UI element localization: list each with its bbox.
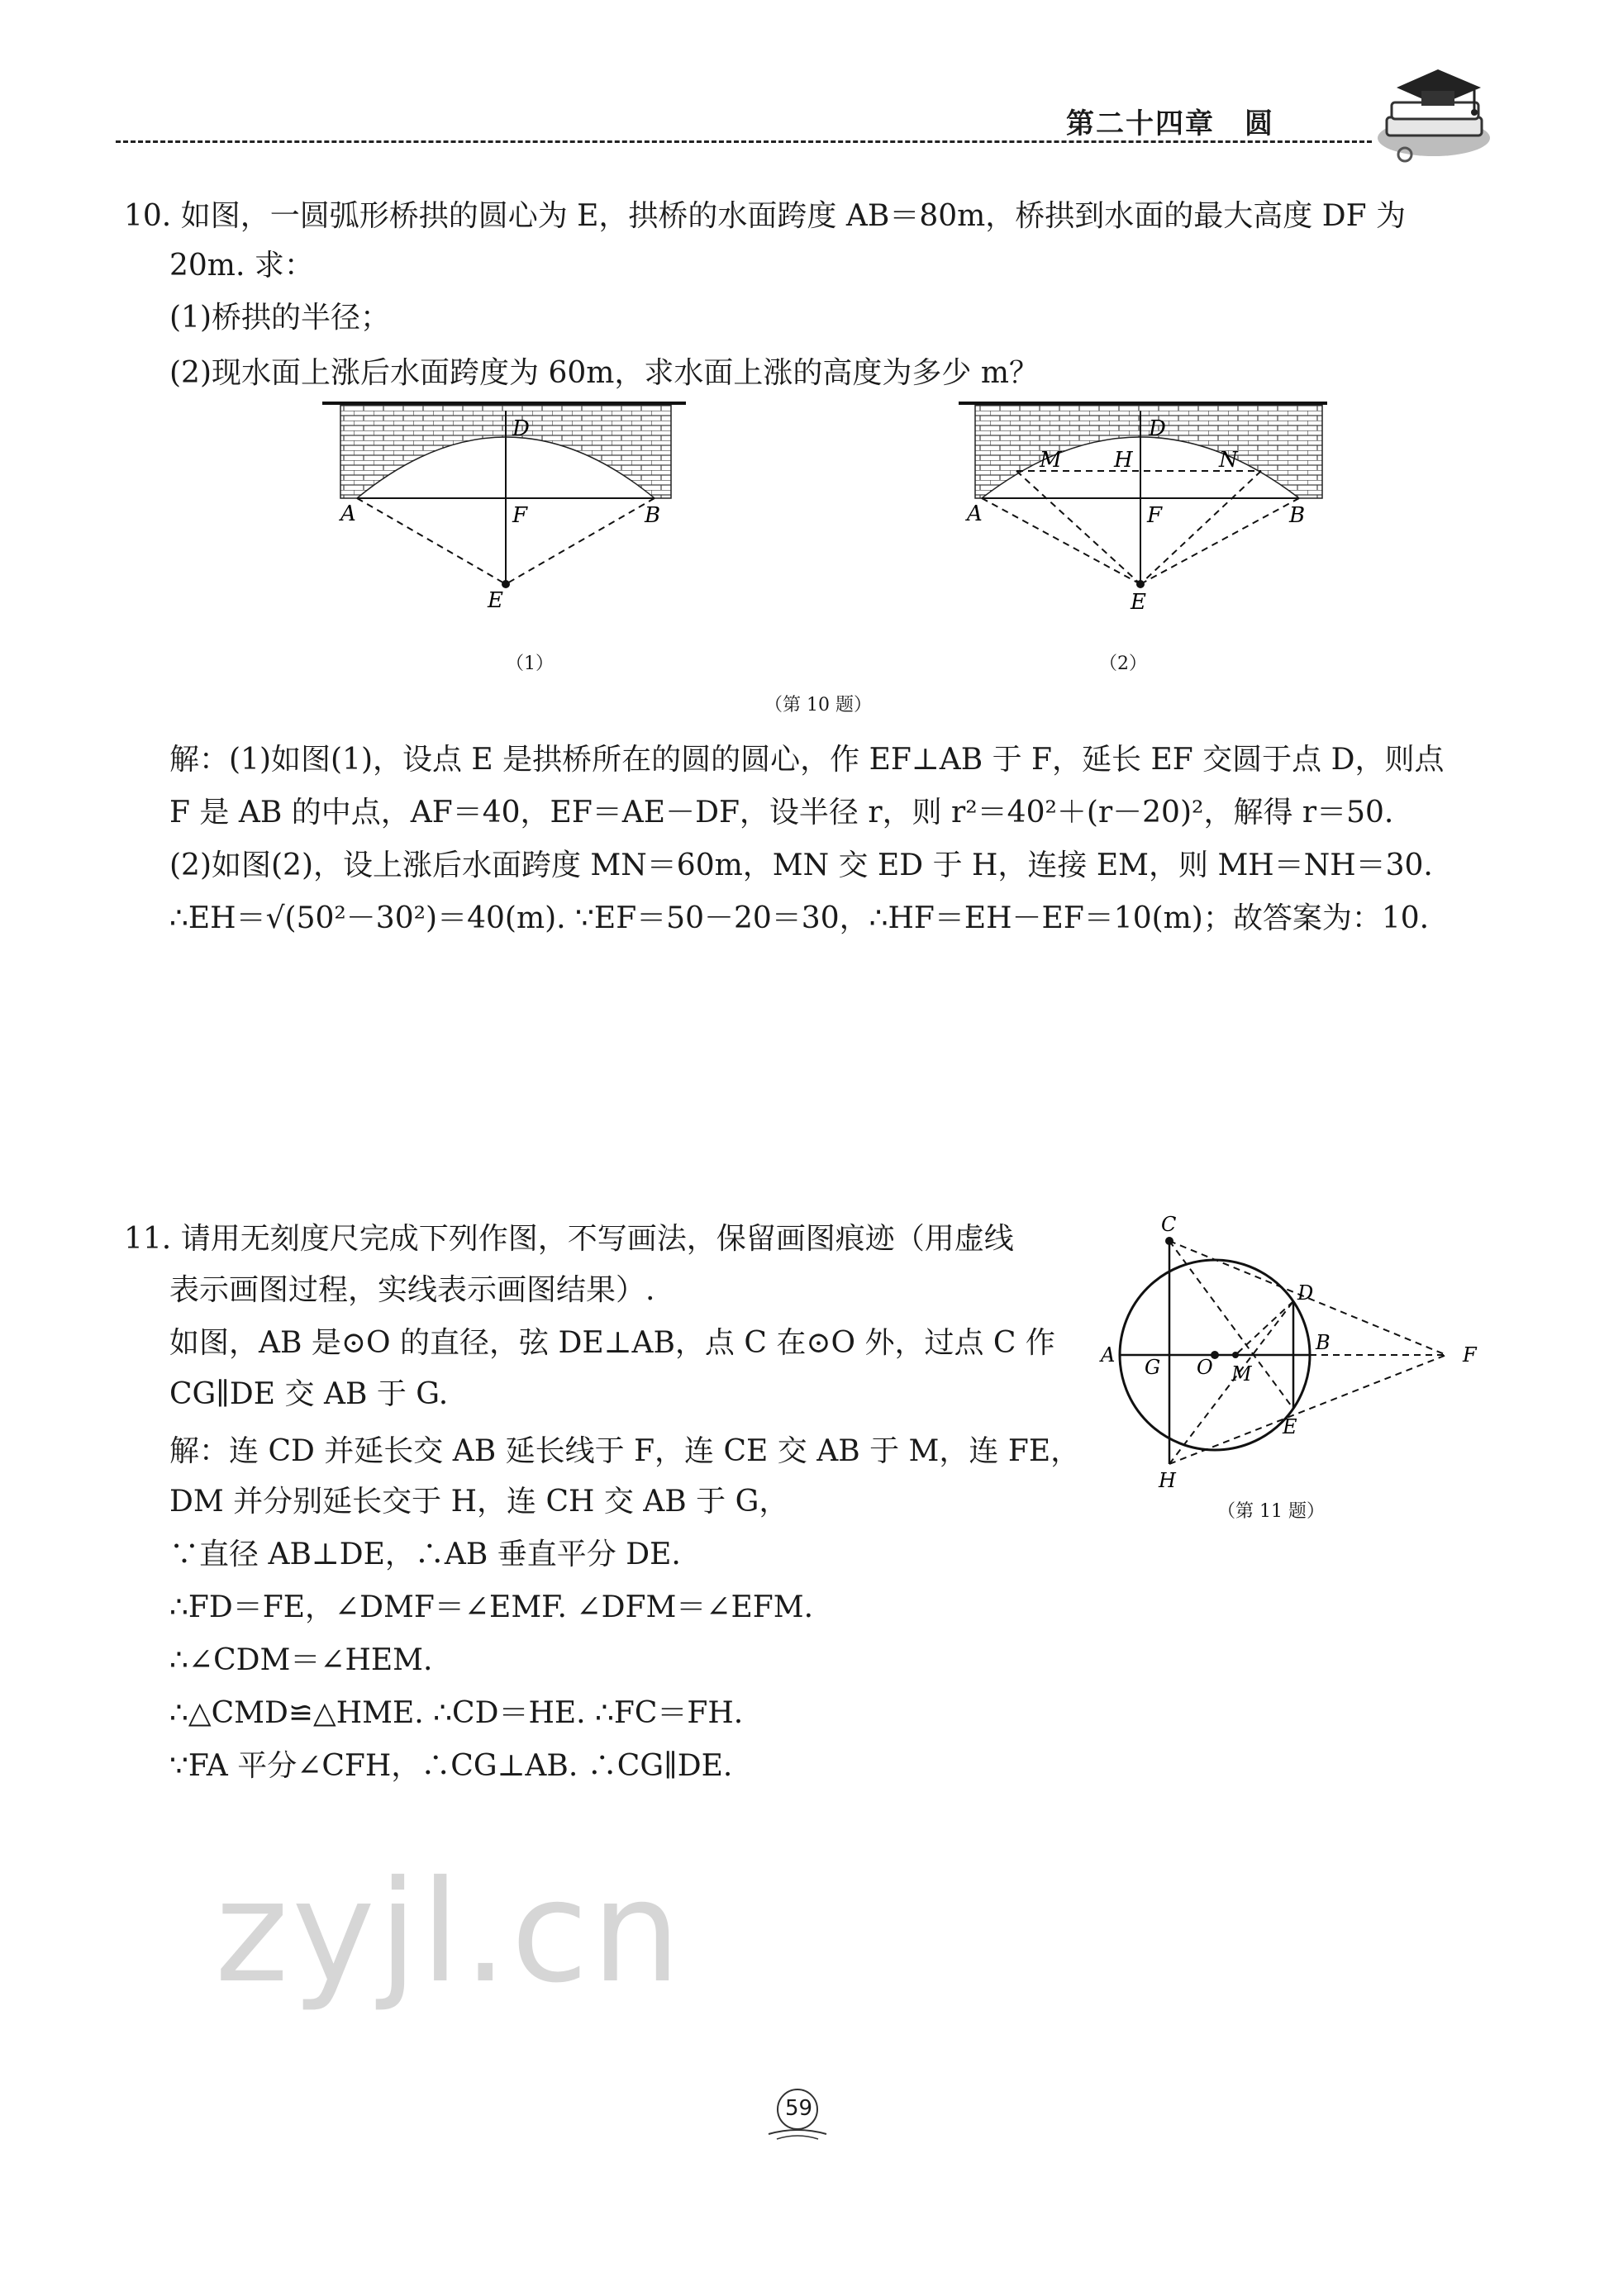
q11-stem-line1: 11. 请用无刻度尺完成下列作图，不写画法，保留画图痕迹（用虚线 [124, 1222, 1014, 1256]
q10-solution-line2: F 是 AB 的中点，AF＝40，EF＝AE－DF，设半径 r，则 r²＝40²＋(r－20)²，解得 r＝50. [169, 796, 1394, 830]
q10-part1: (1)桥拱的半径； [169, 301, 390, 335]
q11-solution-line1: 解：连 CD 并延长交 AB 延长线于 F，连 CE 交 AB 于 M，连 FE， [169, 1434, 1081, 1468]
q11-solution-line7: ∵FA 平分∠CFH，∴CG⊥AB. ∴CG∥DE. [169, 1749, 733, 1783]
label-E: E [488, 588, 503, 613]
q10-figure-caption: （第 10 题） [764, 695, 872, 715]
q10-figure-1 [314, 401, 694, 632]
q11-solution-line5: ∴∠CDM＝∠HEM. [169, 1643, 433, 1677]
label-H: H [1159, 1469, 1176, 1492]
label-B: B [1289, 503, 1306, 528]
fig1-caption: （1） [506, 654, 554, 674]
label-C: C [1161, 1213, 1177, 1236]
chapter-title: 第二十四章 圆 [1066, 107, 1274, 140]
q10-solution-line1: 解：(1)如图(1)，设点 E 是拱桥所在的圆的圆心，作 EF⊥AB 于 F，延长 EF 交圆于点 D，则点 [169, 743, 1445, 777]
q10-part2: (2)现水面上涨后水面跨度为 60m，求水面上涨的高度为多少 m？ [169, 356, 1039, 390]
watermark: zyjl.cn [215, 1851, 684, 2014]
q10-stem-line2: 20m. 求： [169, 249, 314, 283]
label-F: F [1147, 503, 1163, 528]
label-A: A [967, 502, 983, 526]
q11-figure [1099, 1210, 1496, 1508]
label-A: A [340, 502, 356, 526]
label-M: M [1231, 1362, 1252, 1386]
label-G: G [1145, 1356, 1161, 1379]
q11-stem-line2: 表示画图过程，实线表示画图结果）. [169, 1273, 655, 1307]
page-number: 59 [785, 2096, 813, 2121]
label-B: B [645, 503, 661, 528]
q11-solution-line6: ∴△CMD≌△HME. ∴CD＝HE. ∴FC＝FH. [169, 1696, 744, 1730]
label-M: M [1040, 448, 1062, 473]
label-B: B [1316, 1331, 1331, 1354]
q11-solution-line2: DM 并分别延长交于 H，连 CH 交 AB 于 G， [169, 1485, 789, 1519]
label-F: F [1463, 1343, 1477, 1367]
label-D: D [1297, 1281, 1314, 1305]
q11-solution-line4: ∴FD＝FE，∠DMF＝∠EMF. ∠DFM＝∠EFM. [169, 1590, 814, 1624]
q11-stem-line3: 如图，AB 是⊙O 的直径，弦 DE⊥AB，点 C 在⊙O 外，过点 C 作 [169, 1326, 1055, 1360]
q10-stem-line1: 10. 如图，一圆弧形桥拱的圆心为 E，拱桥的水面跨度 AB＝80m，桥拱到水面的最大高度 DF 为 [124, 199, 1406, 233]
label-O: O [1197, 1356, 1213, 1379]
label-N: N [1219, 448, 1238, 473]
label-A: A [1101, 1343, 1116, 1367]
q11-solution-line3: ∵直径 AB⊥DE，∴AB 垂直平分 DE. [169, 1538, 681, 1571]
fig2-caption: （2） [1099, 654, 1147, 674]
q10-solution-line3: (2)如图(2)，设上涨后水面跨度 MN＝60m，MN 交 ED 于 H，连接 EM，则 MH＝NH＝30. [169, 849, 1433, 882]
q11-figure-caption: （第 11 题） [1217, 1501, 1325, 1522]
label-E: E [1131, 590, 1146, 615]
graduation-cap-books-icon [1372, 59, 1496, 167]
q10-figure-2 [950, 401, 1331, 632]
label-D: D [1149, 416, 1166, 441]
label-H: H [1114, 448, 1133, 473]
label-D: D [512, 416, 530, 441]
label-E: E [1283, 1415, 1297, 1438]
q11-stem-line4: CG∥DE 交 AB 于 G. [169, 1377, 449, 1411]
label-F: F [512, 503, 528, 528]
q10-solution-line4: ∴EH＝√(50²－30²)＝40(m). ∵EF＝50－20＝30，∴HF＝EH－EF＝10(m)；故答案为：10. [169, 901, 1430, 935]
